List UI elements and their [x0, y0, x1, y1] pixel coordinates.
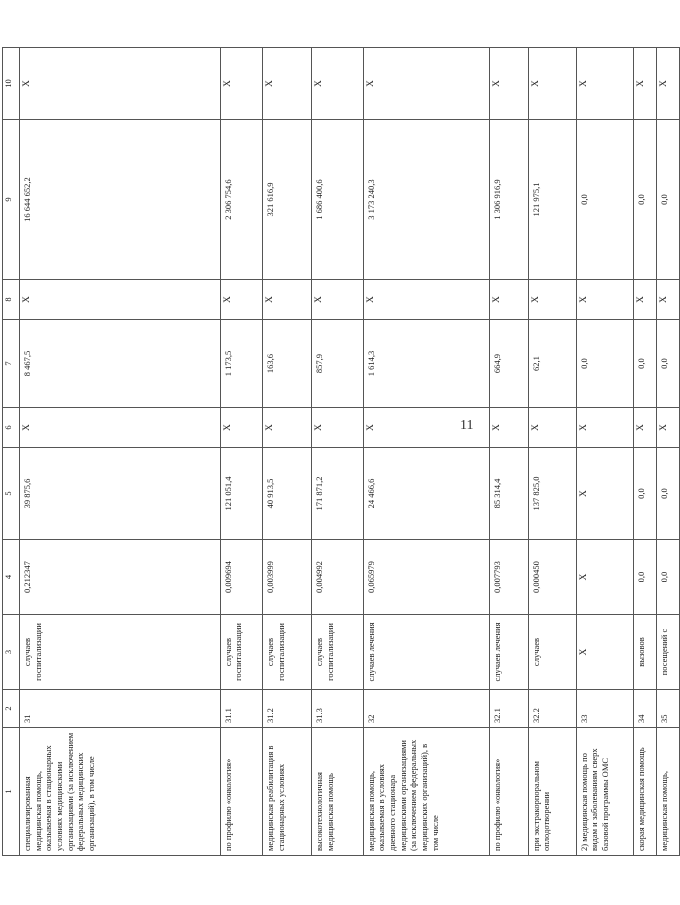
value-cell: X: [657, 48, 680, 120]
row-label: специализированная медицинская помощь, оказываемая в стационарных условиях медицинскими организациями (за исключением федеральных медицинских организаций), в том числе: [20, 728, 220, 856]
row-number: 31.2: [263, 690, 312, 728]
value-cell: 0,0: [657, 320, 680, 408]
value-cell: 8 467,5: [20, 320, 220, 408]
row-number: 35: [657, 690, 680, 728]
column-header: 9: [3, 120, 20, 280]
value-cell: X: [220, 408, 262, 448]
value-cell: 1 686 400,6: [312, 120, 364, 280]
row-label: медицинская помощь,: [657, 728, 680, 856]
value-cell: 1 614,3: [363, 320, 489, 408]
value-cell: 0,0: [634, 320, 657, 408]
value-cell: X: [220, 280, 262, 320]
value-cell: X: [528, 48, 576, 120]
column-header: 5: [3, 448, 20, 540]
value-cell: X: [489, 280, 528, 320]
unit-cell: случаев госпитализации: [312, 615, 364, 690]
row-number: 33: [576, 690, 633, 728]
table-row: [634, 48, 657, 856]
row-number: 32.2: [528, 690, 576, 728]
value-cell: 121 975,1: [528, 120, 576, 280]
value-cell: X: [489, 408, 528, 448]
value-cell: 2 306 754,6: [220, 120, 262, 280]
unit-cell: случаев: [528, 615, 576, 690]
table-row: [312, 48, 364, 856]
value-cell: X: [263, 408, 312, 448]
value-cell: 0,009694: [220, 540, 262, 615]
unit-cell: случаев лечения: [363, 615, 489, 690]
value-cell: 3 173 240,3: [363, 120, 489, 280]
value-cell: 121 051,4: [220, 448, 262, 540]
unit-cell: посещений с: [657, 615, 680, 690]
unit-cell: случаев лечения: [489, 615, 528, 690]
value-cell: X: [312, 280, 364, 320]
unit-cell: случаев госпитализации: [263, 615, 312, 690]
table-row: [220, 48, 262, 856]
row-label: при экстракорпоральном оплодотворении: [528, 728, 576, 856]
unit-cell: X: [576, 615, 633, 690]
value-cell: 0,007793: [489, 540, 528, 615]
value-cell: X: [657, 280, 680, 320]
value-cell: X: [528, 408, 576, 448]
column-header: 4: [3, 540, 20, 615]
value-cell: X: [20, 48, 220, 120]
data-table: [2, 47, 680, 856]
value-cell: X: [528, 280, 576, 320]
value-cell: X: [263, 280, 312, 320]
value-cell: X: [634, 408, 657, 448]
value-cell: 171 871,2: [312, 448, 364, 540]
value-cell: 0,004992: [312, 540, 364, 615]
row-number: 32: [363, 690, 489, 728]
column-number-row: [3, 48, 20, 856]
value-cell: X: [657, 408, 680, 448]
value-cell: 0,0: [657, 448, 680, 540]
row-number: 31.1: [220, 690, 262, 728]
value-cell: X: [489, 48, 528, 120]
value-cell: 39 875,6: [20, 448, 220, 540]
table-row: [528, 48, 576, 856]
value-cell: X: [576, 280, 633, 320]
table-row: [20, 48, 220, 856]
row-number: 32.1: [489, 690, 528, 728]
row-number: 31: [20, 690, 220, 728]
column-header: 10: [3, 48, 20, 120]
value-cell: X: [576, 540, 633, 615]
value-cell: 0,000450: [528, 540, 576, 615]
table-row: [263, 48, 312, 856]
table-row: [657, 48, 680, 856]
page-number: 11: [460, 418, 474, 433]
value-cell: X: [576, 408, 633, 448]
value-cell: 1 173,5: [220, 320, 262, 408]
value-cell: X: [20, 408, 220, 448]
row-label: скорая медицинская помощь: [634, 728, 657, 856]
value-cell: X: [363, 48, 489, 120]
row-label: 2) медицинская помощь по видам и заболеваниям сверх базовой программы ОМС: [576, 728, 633, 856]
value-cell: 0,212347: [20, 540, 220, 615]
value-cell: 137 825,0: [528, 448, 576, 540]
value-cell: 16 644 652,2: [20, 120, 220, 280]
row-label: по профилю «онкология»: [489, 728, 528, 856]
column-header: 2: [3, 690, 20, 728]
unit-cell: вызовов: [634, 615, 657, 690]
column-header: 7: [3, 320, 20, 408]
value-cell: 0,0: [657, 540, 680, 615]
value-cell: 40 913,5: [263, 448, 312, 540]
table-row: [576, 48, 633, 856]
value-cell: X: [363, 280, 489, 320]
value-cell: X: [20, 280, 220, 320]
value-cell: X: [312, 48, 364, 120]
value-cell: 62,1: [528, 320, 576, 408]
value-cell: 1 306 916,9: [489, 120, 528, 280]
value-cell: 857,9: [312, 320, 364, 408]
unit-cell: случаев госпитализации: [20, 615, 220, 690]
column-header: 1: [3, 728, 20, 856]
value-cell: X: [634, 48, 657, 120]
value-cell: 0,065979: [363, 540, 489, 615]
row-label: медицинская реабилитация в стационарных условиях: [263, 728, 312, 856]
value-cell: 0,0: [634, 540, 657, 615]
value-cell: 0,0: [634, 120, 657, 280]
table-row: [489, 48, 528, 856]
row-number: 34: [634, 690, 657, 728]
row-label: высокотехнологичная медицинская помощь: [312, 728, 364, 856]
value-cell: 85 314,4: [489, 448, 528, 540]
value-cell: 0,0: [657, 120, 680, 280]
row-label: по профилю «онкология»: [220, 728, 262, 856]
table-row: [363, 48, 489, 856]
value-cell: X: [576, 448, 633, 540]
value-cell: 0,003999: [263, 540, 312, 615]
value-cell: 0,0: [576, 320, 633, 408]
value-cell: 0,0: [634, 448, 657, 540]
value-cell: X: [312, 408, 364, 448]
value-cell: X: [263, 48, 312, 120]
column-header: 8: [3, 280, 20, 320]
rotated-table-container: [2, 48, 680, 856]
value-cell: 321 616,9: [263, 120, 312, 280]
value-cell: 664,9: [489, 320, 528, 408]
value-cell: X: [220, 48, 262, 120]
column-header: 6: [3, 408, 20, 448]
row-label: медицинская помощь, оказываемая в условиях дневного стационара медицинскими организациями (за исключением федеральных медицинских организаций), в том числе: [363, 728, 489, 856]
column-header: 3: [3, 615, 20, 690]
value-cell: X: [634, 280, 657, 320]
value-cell: 0,0: [576, 120, 633, 280]
value-cell: X: [576, 48, 633, 120]
value-cell: 24 466,6: [363, 448, 489, 540]
unit-cell: случаев госпитализации: [220, 615, 262, 690]
value-cell: 163,6: [263, 320, 312, 408]
row-number: 31.3: [312, 690, 364, 728]
value-cell: X: [363, 408, 489, 448]
